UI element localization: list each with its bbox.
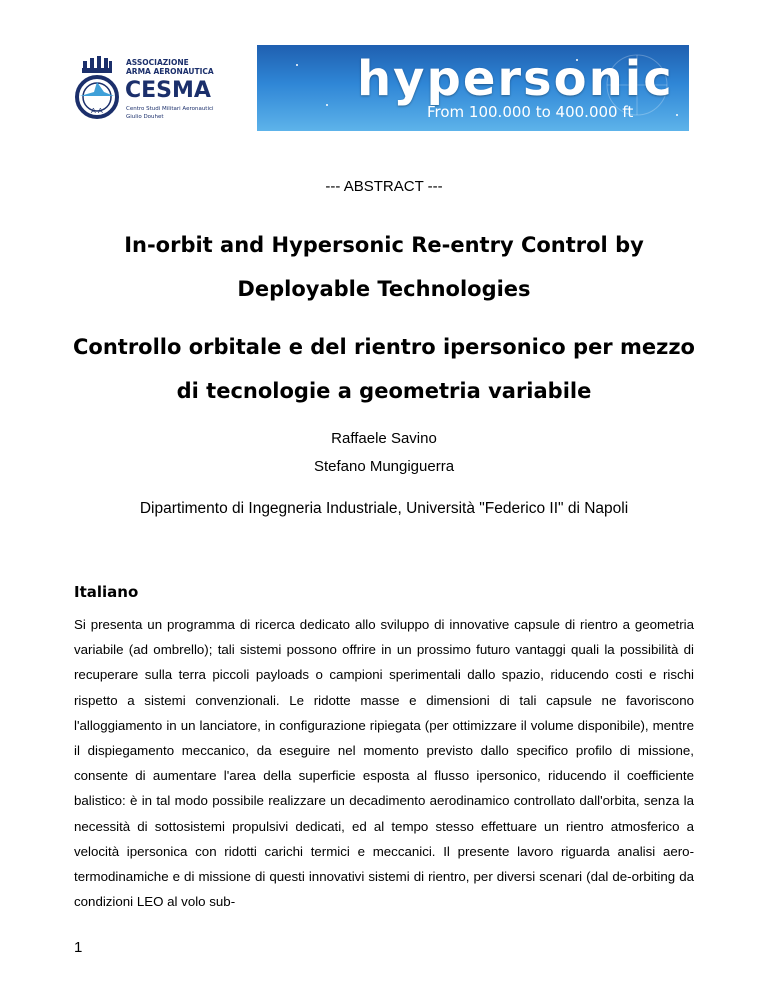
logo-org-line1: ASSOCIAZIONE [126, 58, 189, 67]
abstract-label: --- ABSTRACT --- [325, 178, 443, 195]
title-it-line1: Controllo orbitale e del rientro ipersonico per mezzo [73, 335, 695, 359]
logo-org-line2: ARMA AERONAUTICA [126, 67, 214, 76]
svg-text:A A: A A [91, 107, 103, 115]
logo-sub-line2: Giulio Douhet [126, 114, 164, 120]
banner-subtitle: From 100.000 to 400.000 ft [427, 103, 634, 121]
author-1: Raffaele Savino [331, 430, 437, 447]
logo-name: CESMA [125, 78, 211, 103]
title-en-line2: Deployable Technologies [237, 277, 531, 301]
affiliation: Dipartimento di Ingegneria Industriale, Università "Federico II" di Napoli [139, 500, 629, 517]
hypersonic-banner [257, 45, 689, 131]
cesma-logo [74, 52, 224, 126]
author-2: Stefano Mungiguerra [313, 458, 455, 475]
section-heading: Italiano [74, 583, 139, 601]
section-body: Si presenta un programma di ricerca dedicato allo sviluppo di innovative capsule di rientro a geometria variabile (ad ombrello); tali sistemi possono offrire in un prossimo futuro vantaggi quali la possibilità di recuperare sulla terra piccoli payloads o campioni sperimentali dallo spazio, riducendo costi e rischi rispetto a sistemi convenzionali. Le ridotte masse e dimensioni di tali capsule ne favoriscono l'alloggiamento in un lanciatore, in configurazione ripiegata (per ottimizzare il volume disponibile), mentre il dispiegamento meccanico, da eseguire nel momento previsto dallo specifico profilo di missione, consente di aumentare l'area della superficie esposta al flusso ipersonico, riducendo il coefficiente balistico: è in tal modo possibile realizzare un decadimento aerodinamico controllato dall'orbita, senza la necessità di sottosistemi propulsivi dedicati, ed al tempo stesso effettuare un rientro atmosferico a velocità ipersonica con ridotti carichi termici e meccanici. Il presente lavoro riguarda analisi aero-termodinamiche e di missione di questi innovativi sistemi di rientro, per diversi scenari (dal de-orbiting da condizioni LEO al volo sub- [74, 617, 694, 910]
emblem-icon [77, 77, 117, 117]
title-en-line1: In-orbit and Hypersonic Re-entry Control by [124, 233, 644, 257]
logo-sub-line1: Centro Studi Militari Aeronautici [126, 106, 214, 112]
title-it-line2: di tecnologie a geometria variabile [176, 379, 592, 403]
page-number: 1 [74, 939, 83, 956]
banner-title: hypersonic [357, 51, 674, 107]
crown-icon [82, 56, 112, 73]
